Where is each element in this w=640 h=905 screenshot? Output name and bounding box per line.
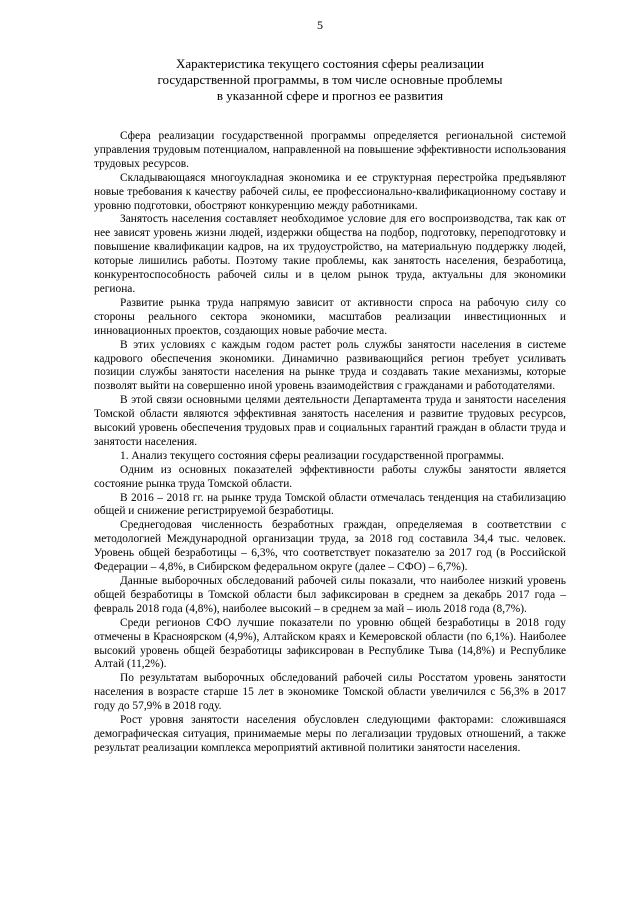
- heading-line: Характеристика текущего состояния сферы реализации: [175, 56, 485, 71]
- paragraph: Занятость населения составляет необходимое условие для его воспроизводства, так как от нее зависят уровень жизни людей, издержки общества на подбор, подготовку, переподготовку и повышение квалификации кадров, на их трудоустройство, на материальную поддержку людей, которые лишились работы. Поэтому такие проблемы, как занятость населения, безработица, конкурентоспособность рабочей силы и в целом рынок труда, актуальны для экономики региона.: [94, 213, 566, 295]
- section-heading: [140, 56, 520, 104]
- heading-line: в указанной сфере и прогноз ее развития: [216, 88, 444, 103]
- paragraph: Среди регионов СФО лучшие показатели по уровню общей безработицы в 2018 году отмечены в Красноярском (4,9%), Алтайском краях и Кемеровской области (по 6,1%). Наиболее высокий уровень общей безработицы зафиксирован в Республике Тыва (14,8%) и Республике Алтай (11,2%).: [94, 616, 566, 671]
- paragraph: Одним из основных показателей эффективности работы службы занятости является состояние рынка труда Томской области.: [94, 463, 566, 490]
- paragraph: В этой связи основными целями деятельности Департамента труда и занятости населения Томской области являются эффективная занятость населения и развитие трудовых ресурсов, высокий уровень обеспечения трудовых прав и социальных гарантий граждан в области труда и занятости населения.: [94, 394, 566, 448]
- paragraph: Среднегодовая численность безработных граждан, определяемая в соответствии с методологией Международной организации труда, за 2018 год составила 34,4 тыс. человек. Уровень общей безработицы – 6,3%, что соответствует показателю за 2017 год (в Российской Федерации – 4,8%, в Сибирском федеральном округе (далее – СФО) – 6,7%).: [94, 519, 566, 574]
- paragraph: В 2016 – 2018 гг. на рынке труда Томской области отмечалась тенденция на стабилизацию общей и снижение регистрируемой безработицы.: [94, 491, 566, 518]
- paragraph: Рост уровня занятости населения обусловлен следующими факторами: сложившаяся демографическая ситуация, принимаемые меры по легализации трудовых отношений, а также результат реализации комплекса мероприятий активной политики занятости населения.: [94, 714, 566, 754]
- paragraph: Складывающаяся многоукладная экономика и ее структурная перестройка предъявляют новые требования к качеству рабочей силы, ее профессионально-квалификационному составу и уровню подготовки, обостряют конкуренцию между работниками.: [94, 171, 566, 212]
- paragraph: 1. Анализ текущего состояния сферы реализации государственной программы.: [120, 449, 504, 462]
- heading-line: государственной программы, в том числе основные проблемы: [157, 72, 503, 87]
- paragraph: Сфера реализации государственной программы определяется региональной системой управления трудовым потенциалом, направленной на повышение эффективности использования трудовых ресурсов.: [94, 130, 566, 170]
- paragraph: В этих условиях с каждым годом растет роль службы занятости населения в системе кадрового обеспечения экономики. Динамично развивающийся регион требует усиливать позиции службы занятости населения на рынке труда и создавать такие механизмы, которые позволят выйти на совершенно иной уровень взаимодействия с гражданами и работодателями.: [94, 338, 566, 393]
- paragraph: Данные выборочных обследований рабочей силы показали, что наиболее низкий уровень общей безработицы в Томской области был зафиксирован в среднем за декабрь 2017 года – февраль 2018 года (4,8%), наиболее высокий – в среднем за май – июль 2018 года (8,7%).: [94, 575, 566, 615]
- paragraph: Развитие рынка труда напрямую зависит от активности спроса на рабочую силу со стороны реального сектора экономики, масштабов реализации инвестиционных и инновационных проектов, создающих новые рабочие места.: [94, 296, 566, 337]
- paragraph: По результатам выборочных обследований рабочей силы Росстатом уровень занятости населения в возрасте старше 15 лет в экономике Томской области увеличился с 56,3% в 2017 году до 57,9% в 2018 году.: [94, 672, 566, 713]
- body-text: [94, 130, 566, 756]
- page-number: 5: [317, 18, 323, 32]
